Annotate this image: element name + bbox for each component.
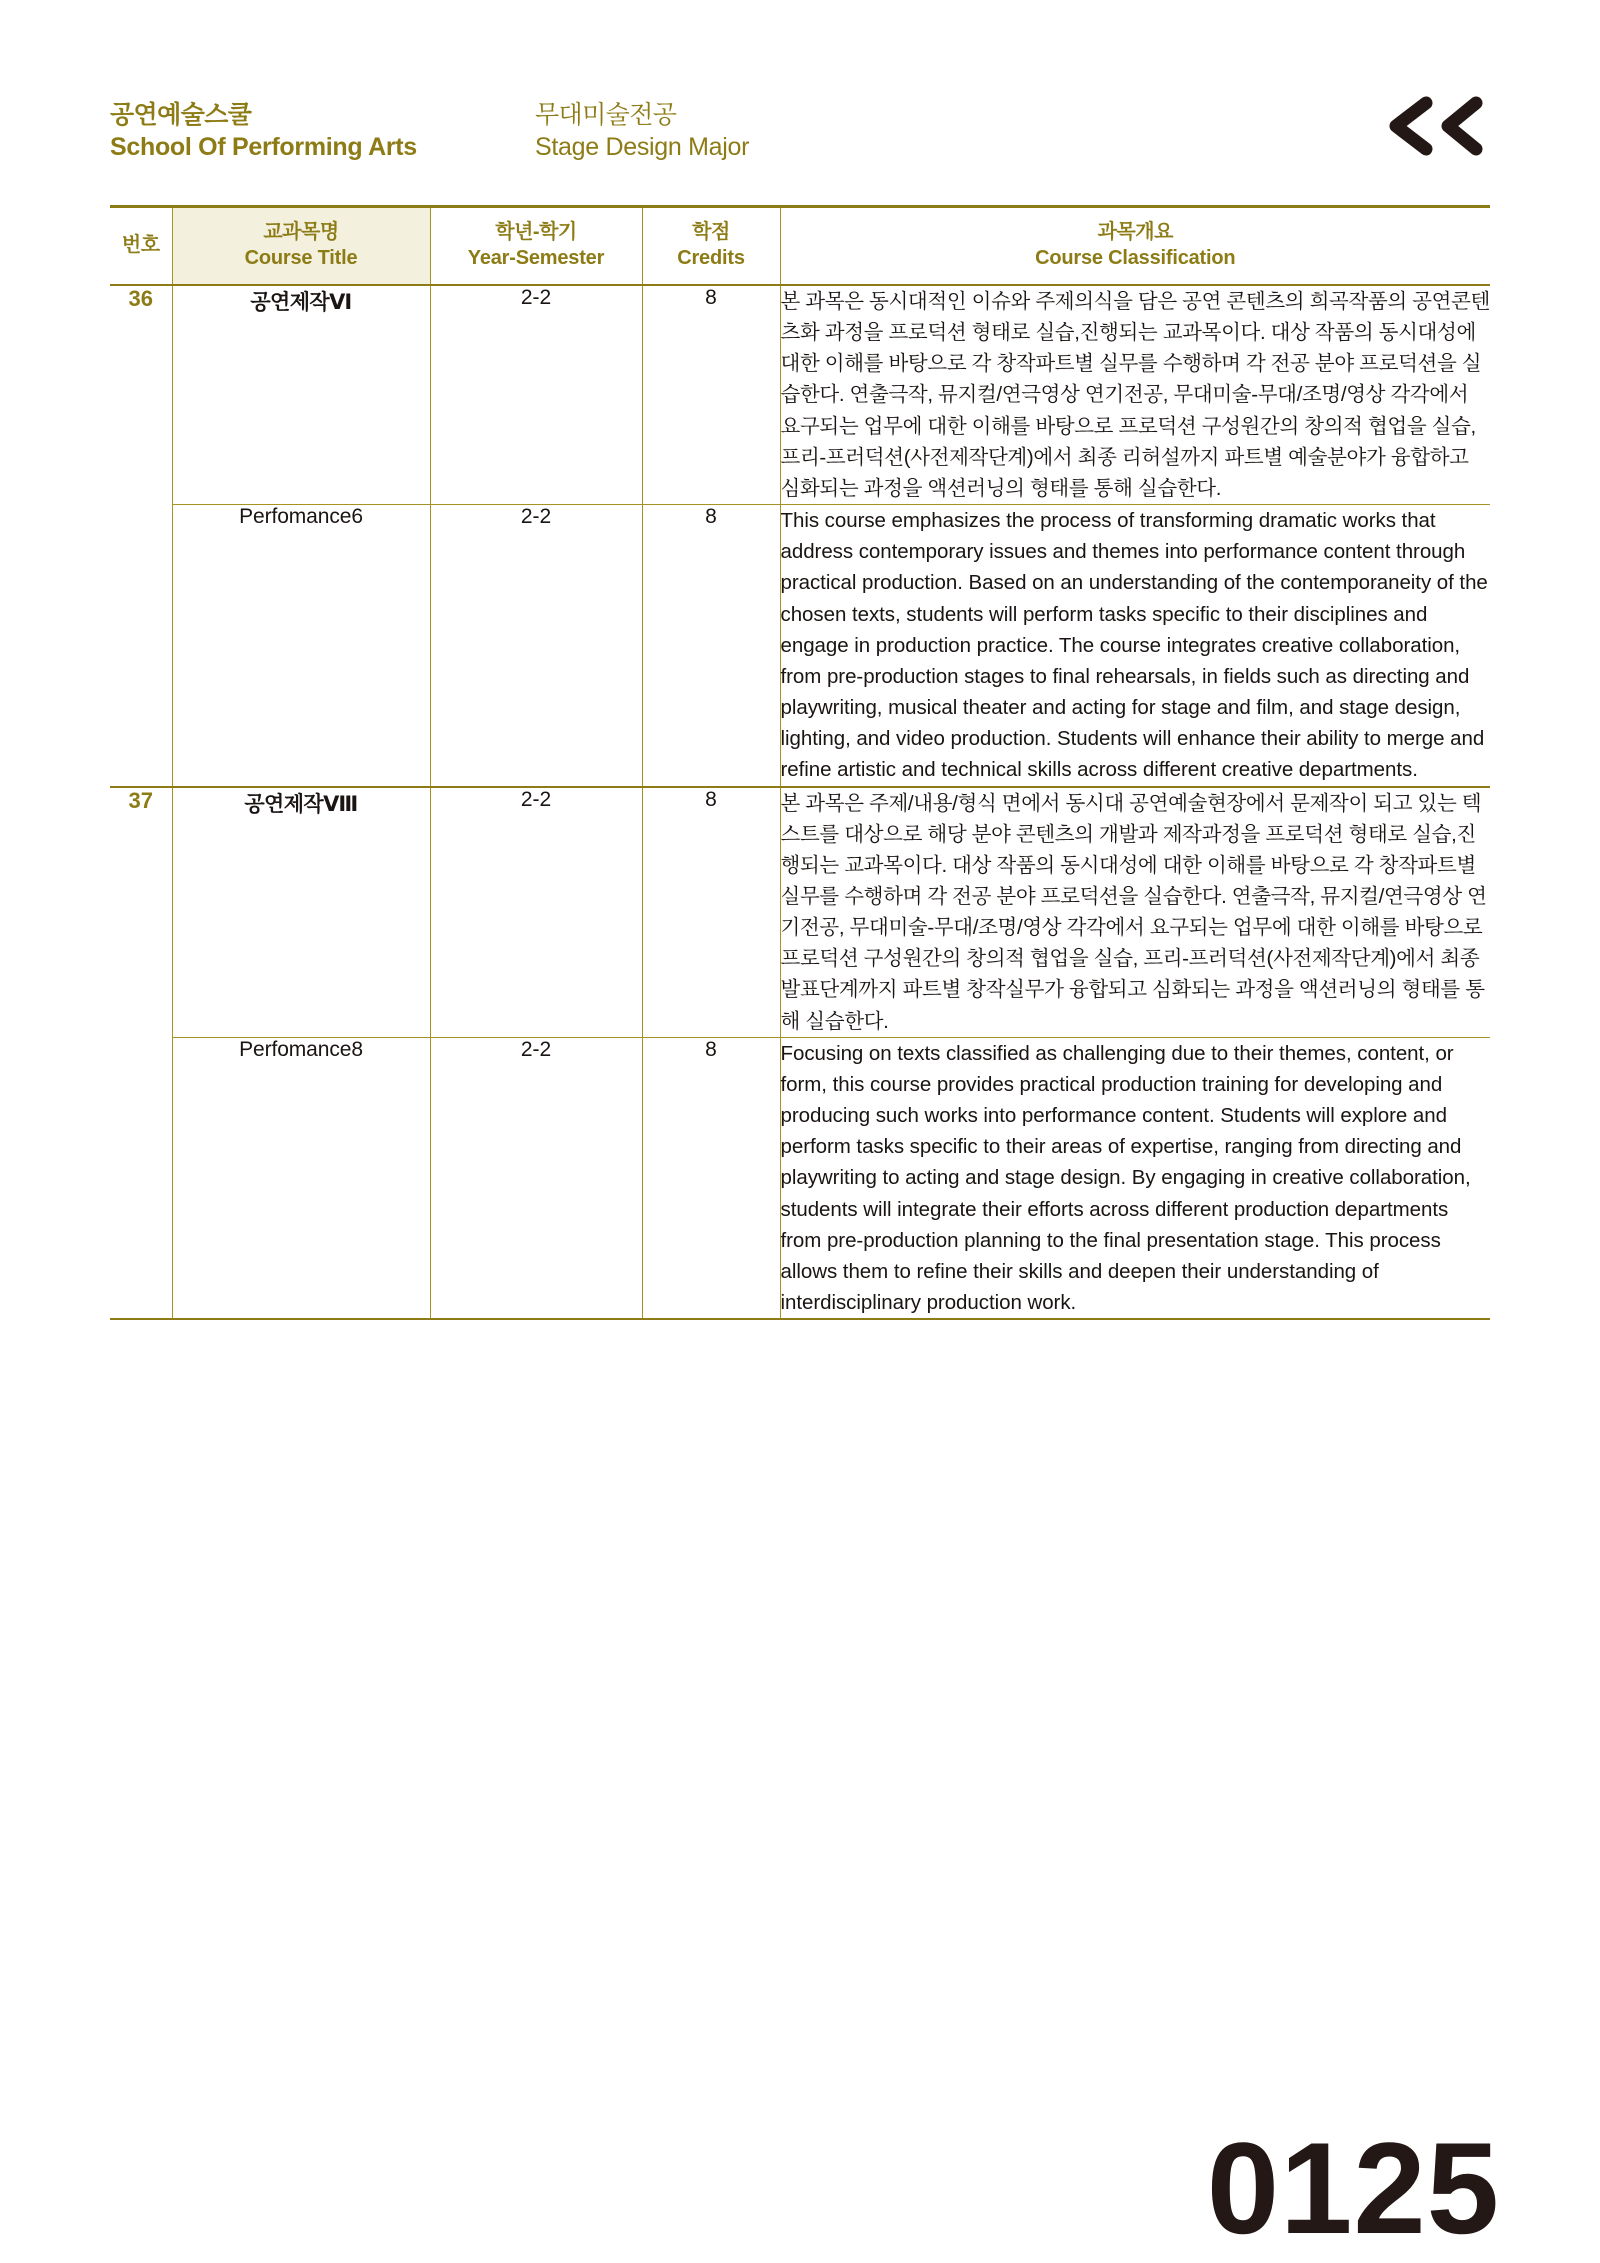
- year-semester: 2-2: [430, 285, 642, 505]
- course-title: 공연제작Ⅷ: [172, 787, 430, 1038]
- row-number: 36: [110, 285, 172, 787]
- table-header-row: [110, 207, 1490, 286]
- column-header-no: 번호: [110, 207, 172, 286]
- major-title-ko: 무대미술전공: [535, 101, 677, 129]
- column-header-course-classification: 과목개요 Course Classification: [780, 207, 1490, 286]
- table-row: [110, 505, 1490, 787]
- row-number: 37: [110, 787, 172, 1320]
- year-semester: 2-2: [430, 1037, 642, 1319]
- course-description: This course emphasizes the process of transforming dramatic works that address contemporary issues and themes into performance content through practical production. Based on an understanding of the contemporaneity of the chosen texts, students will perform tasks specific to their disciplines and engage in production practice. The course integrates creative collaboration, from pre-production stages to final rehearsals, in fields such as directing and playwriting, musical theater and acting for stage and film, and stage design, lighting, and video production. Students will enhance their ability to merge and refine artistic and technical skills across different creative departments.: [780, 505, 1490, 787]
- credits: 8: [642, 1037, 780, 1319]
- table-row: [110, 285, 1490, 505]
- year-semester: 2-2: [430, 787, 642, 1038]
- column-header-credits: 학점 Credits: [642, 207, 780, 286]
- table-row: [110, 787, 1490, 1038]
- credits: 8: [642, 505, 780, 787]
- year-semester: 2-2: [430, 505, 642, 787]
- major-title-block: [535, 100, 749, 163]
- column-header-course-title: 교과목명 Course Title: [172, 207, 430, 286]
- course-title: 공연제작Ⅵ: [172, 285, 430, 505]
- column-header-year-semester: 학년-학기 Year-Semester: [430, 207, 642, 286]
- course-title: Perfomance8: [172, 1037, 430, 1319]
- course-description: 본 과목은 주제/내용/형식 면에서 동시대 공연예술현장에서 문제작이 되고 있는 텍스트를 대상으로 해당 분야 콘텐츠의 개발과 제작과정을 프로덕션 형태로 실습,진행되는 교과목이다. 대상 작품의 동시대성에 대한 이해를 바탕으로 각 창작파트별 실무를 수행하며 각 전공 분야 프로덕션을 실습한다. 연출극작, 뮤지컬/연극영상 연기전공, 무대미술-무대/조명/영상 각각에서 요구되는 업무에 대한 이해를 바탕으로 프로덕션 구성원간의 창의적 협업을 실습, 프리-프러덕션(사전제작단계)에서 최종 발표단계까지 파트별 창작실무가 융합되고 심화되는 과정을 액션러닝의 형태를 통해 실습한다.: [780, 787, 1490, 1038]
- course-title: Perfomance6: [172, 505, 430, 787]
- school-title-block: [110, 100, 417, 163]
- page-number: 0125: [1206, 2115, 1500, 2261]
- course-table: [110, 205, 1490, 1320]
- course-description: 본 과목은 동시대적인 이슈와 주제의식을 담은 공연 콘텐츠의 희곡작품의 공연콘텐츠화 과정을 프로덕션 형태로 실습,진행되는 교과목이다. 대상 작품의 동시대성에 대한 이해를 바탕으로 각 창작파트별 실무를 수행하며 각 전공 분야 프로덕션을 실습한다. 연출극작, 뮤지컬/연극영상 연기전공, 무대미술-무대/조명/영상 각각에서 요구되는 업무에 대한 이해를 바탕으로 프로덕션 구성원간의 창의적 협업을 실습, 프리-프러덕션(사전제작단계)에서 최종 리허설까지 파트별 예술분야가 융합하고 심화되는 과정을 액션러닝의 형태를 통해 실습한다.: [780, 285, 1490, 505]
- major-title-en: Stage Design Major: [535, 132, 750, 161]
- table-row: [110, 1037, 1490, 1319]
- ck-logo-icon: [1370, 90, 1490, 162]
- document-header: [110, 100, 1490, 170]
- credits: 8: [642, 285, 780, 505]
- table-body: [110, 285, 1490, 1319]
- school-title-ko: 공연예술스쿨: [110, 101, 252, 129]
- course-description: Focusing on texts classified as challenging due to their themes, content, or form, this course provides practical production training for developing and producing such works into performance content. Students will explore and perform tasks specific to their areas of expertise, ranging from directing and playwriting to acting and stage design. By engaging in creative collaboration, students will integrate their efforts across different production departments from pre-production planning to the final presentation stage. This process allows them to refine their skills and deepen their understanding of interdisciplinary production work.: [780, 1037, 1490, 1319]
- credits: 8: [642, 787, 780, 1038]
- school-title-en: School Of Performing Arts: [110, 132, 417, 161]
